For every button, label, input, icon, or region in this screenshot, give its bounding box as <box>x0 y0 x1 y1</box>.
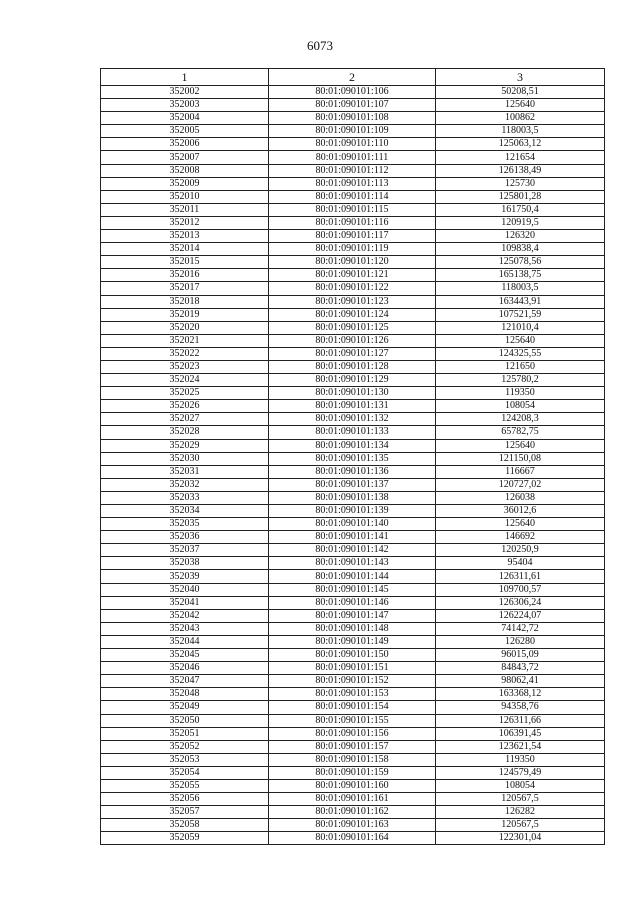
table-row <box>101 347 605 360</box>
cell-value: 108054 <box>436 400 605 413</box>
cell-cadastral-number: 80:01:090101:149 <box>269 635 436 648</box>
page-number: 6073 <box>307 38 333 53</box>
cell-value: 116667 <box>436 465 605 478</box>
cell-cadastral-number: 80:01:090101:146 <box>269 596 436 609</box>
cell-value: 163443,91 <box>436 295 605 308</box>
table-row <box>101 491 605 504</box>
table-row <box>101 269 605 282</box>
cell-cadastral-number: 80:01:090101:111 <box>269 151 436 164</box>
cell-number: 352005 <box>101 125 269 138</box>
cell-number: 352023 <box>101 360 269 373</box>
cell-cadastral-number: 80:01:090101:152 <box>269 675 436 688</box>
table-row <box>101 125 605 138</box>
cell-cadastral-number: 80:01:090101:109 <box>269 125 436 138</box>
cell-value: 126306,24 <box>436 596 605 609</box>
cell-cadastral-number: 80:01:090101:159 <box>269 766 436 779</box>
cell-value: 94358,76 <box>436 701 605 714</box>
cell-number: 352059 <box>101 832 269 845</box>
cell-number: 352027 <box>101 413 269 426</box>
cell-number: 352006 <box>101 138 269 151</box>
cell-number: 352019 <box>101 308 269 321</box>
cell-value: 109838,4 <box>436 243 605 256</box>
cell-number: 352022 <box>101 347 269 360</box>
cell-number: 352045 <box>101 649 269 662</box>
table-row <box>101 557 605 570</box>
cell-value: 126138,49 <box>436 164 605 177</box>
cell-cadastral-number: 80:01:090101:137 <box>269 478 436 491</box>
cell-number: 352047 <box>101 675 269 688</box>
cell-cadastral-number: 80:01:090101:129 <box>269 374 436 387</box>
cell-cadastral-number: 80:01:090101:135 <box>269 452 436 465</box>
cell-cadastral-number: 80:01:090101:138 <box>269 491 436 504</box>
cell-value: 125801,28 <box>436 190 605 203</box>
cell-value: 120919,5 <box>436 216 605 229</box>
table-row <box>101 675 605 688</box>
cell-cadastral-number: 80:01:090101:141 <box>269 531 436 544</box>
cell-cadastral-number: 80:01:090101:116 <box>269 216 436 229</box>
cell-value: 125063,12 <box>436 138 605 151</box>
table-row <box>101 203 605 216</box>
column-header-2: 2 <box>269 69 436 86</box>
cell-number: 352029 <box>101 439 269 452</box>
cell-number: 352034 <box>101 505 269 518</box>
cell-value: 126224,07 <box>436 609 605 622</box>
cell-cadastral-number: 80:01:090101:151 <box>269 662 436 675</box>
cell-cadastral-number: 80:01:090101:160 <box>269 779 436 792</box>
cell-cadastral-number: 80:01:090101:164 <box>269 832 436 845</box>
table-row <box>101 151 605 164</box>
cell-value: 108054 <box>436 779 605 792</box>
cell-value: 125640 <box>436 99 605 112</box>
cell-cadastral-number: 80:01:090101:114 <box>269 190 436 203</box>
cell-cadastral-number: 80:01:090101:106 <box>269 86 436 99</box>
cell-cadastral-number: 80:01:090101:125 <box>269 321 436 334</box>
cell-number: 352028 <box>101 426 269 439</box>
table-row <box>101 177 605 190</box>
cell-value: 121010,4 <box>436 321 605 334</box>
cell-number: 352046 <box>101 662 269 675</box>
table-row <box>101 413 605 426</box>
cell-cadastral-number: 80:01:090101:158 <box>269 753 436 766</box>
cell-number: 352024 <box>101 374 269 387</box>
cell-cadastral-number: 80:01:090101:148 <box>269 622 436 635</box>
cell-cadastral-number: 80:01:090101:143 <box>269 557 436 570</box>
cell-cadastral-number: 80:01:090101:113 <box>269 177 436 190</box>
cell-cadastral-number: 80:01:090101:132 <box>269 413 436 426</box>
cell-value: 124325,55 <box>436 347 605 360</box>
cell-value: 84843,72 <box>436 662 605 675</box>
cell-cadastral-number: 80:01:090101:117 <box>269 230 436 243</box>
cell-number: 352011 <box>101 203 269 216</box>
table-row <box>101 230 605 243</box>
cell-value: 125078,56 <box>436 256 605 269</box>
cell-value: 126282 <box>436 806 605 819</box>
cell-value: 125780,2 <box>436 374 605 387</box>
table-row <box>101 374 605 387</box>
cell-number: 352036 <box>101 531 269 544</box>
cell-value: 98062,41 <box>436 675 605 688</box>
cell-value: 50208,51 <box>436 86 605 99</box>
cell-cadastral-number: 80:01:090101:112 <box>269 164 436 177</box>
cell-number: 352056 <box>101 793 269 806</box>
table-row <box>101 635 605 648</box>
cell-number: 352048 <box>101 688 269 701</box>
cell-value: 146692 <box>436 531 605 544</box>
cell-value: 65782,75 <box>436 426 605 439</box>
cell-value: 126038 <box>436 491 605 504</box>
cell-value: 120567,5 <box>436 793 605 806</box>
cell-value: 109700,57 <box>436 583 605 596</box>
cell-number: 352021 <box>101 334 269 347</box>
table-row <box>101 806 605 819</box>
cell-cadastral-number: 80:01:090101:140 <box>269 518 436 531</box>
cell-cadastral-number: 80:01:090101:153 <box>269 688 436 701</box>
cell-number: 352041 <box>101 596 269 609</box>
cell-cadastral-number: 80:01:090101:155 <box>269 714 436 727</box>
cell-cadastral-number: 80:01:090101:144 <box>269 570 436 583</box>
cell-number: 352055 <box>101 779 269 792</box>
cell-cadastral-number: 80:01:090101:123 <box>269 295 436 308</box>
cell-cadastral-number: 80:01:090101:127 <box>269 347 436 360</box>
table-row <box>101 649 605 662</box>
table-row <box>101 832 605 845</box>
cell-number: 352054 <box>101 766 269 779</box>
cell-number: 352053 <box>101 753 269 766</box>
cell-number: 352035 <box>101 518 269 531</box>
column-header-3: 3 <box>436 69 605 86</box>
table-row <box>101 701 605 714</box>
cell-cadastral-number: 80:01:090101:154 <box>269 701 436 714</box>
cell-number: 352057 <box>101 806 269 819</box>
table-row <box>101 779 605 792</box>
cell-value: 119350 <box>436 753 605 766</box>
cell-value: 124208,3 <box>436 413 605 426</box>
table-row <box>101 308 605 321</box>
cell-number: 352043 <box>101 622 269 635</box>
cell-number: 352037 <box>101 544 269 557</box>
table-row <box>101 334 605 347</box>
cell-cadastral-number: 80:01:090101:156 <box>269 727 436 740</box>
cell-value: 118003,5 <box>436 125 605 138</box>
cell-value: 126280 <box>436 635 605 648</box>
cell-cadastral-number: 80:01:090101:161 <box>269 793 436 806</box>
cell-number: 352050 <box>101 714 269 727</box>
table-row <box>101 727 605 740</box>
cell-value: 163368,12 <box>436 688 605 701</box>
table-row <box>101 518 605 531</box>
table-row <box>101 400 605 413</box>
cell-number: 352031 <box>101 465 269 478</box>
column-header-1: 1 <box>101 69 269 86</box>
cell-number: 352014 <box>101 243 269 256</box>
cell-cadastral-number: 80:01:090101:136 <box>269 465 436 478</box>
table-row <box>101 439 605 452</box>
table-row <box>101 622 605 635</box>
table-row <box>101 609 605 622</box>
cell-number: 352016 <box>101 269 269 282</box>
cell-value: 119350 <box>436 387 605 400</box>
table-row <box>101 190 605 203</box>
cell-number: 352004 <box>101 112 269 125</box>
cell-number: 352018 <box>101 295 269 308</box>
table-header-row <box>101 69 605 86</box>
cell-value: 121654 <box>436 151 605 164</box>
cell-value: 124579,49 <box>436 766 605 779</box>
cell-number: 352002 <box>101 86 269 99</box>
cell-number: 352051 <box>101 727 269 740</box>
cell-cadastral-number: 80:01:090101:126 <box>269 334 436 347</box>
cell-cadastral-number: 80:01:090101:119 <box>269 243 436 256</box>
cell-cadastral-number: 80:01:090101:107 <box>269 99 436 112</box>
cell-cadastral-number: 80:01:090101:131 <box>269 400 436 413</box>
cell-value: 120727,02 <box>436 478 605 491</box>
table-row <box>101 465 605 478</box>
cell-cadastral-number: 80:01:090101:133 <box>269 426 436 439</box>
cell-value: 121650 <box>436 360 605 373</box>
cell-number: 352003 <box>101 99 269 112</box>
cell-value: 121150,08 <box>436 452 605 465</box>
table-row <box>101 256 605 269</box>
cell-cadastral-number: 80:01:090101:120 <box>269 256 436 269</box>
cell-cadastral-number: 80:01:090101:134 <box>269 439 436 452</box>
table-row <box>101 86 605 99</box>
cell-value: 107521,59 <box>436 308 605 321</box>
cell-cadastral-number: 80:01:090101:139 <box>269 505 436 518</box>
table-row <box>101 740 605 753</box>
cell-value: 125640 <box>436 518 605 531</box>
table-row <box>101 360 605 373</box>
table-row <box>101 452 605 465</box>
cell-cadastral-number: 80:01:090101:115 <box>269 203 436 216</box>
cell-cadastral-number: 80:01:090101:142 <box>269 544 436 557</box>
cell-cadastral-number: 80:01:090101:162 <box>269 806 436 819</box>
cell-value: 126320 <box>436 230 605 243</box>
cell-number: 352015 <box>101 256 269 269</box>
cell-value: 126311,61 <box>436 570 605 583</box>
cell-value: 126311,66 <box>436 714 605 727</box>
cell-cadastral-number: 80:01:090101:110 <box>269 138 436 151</box>
cell-number: 352040 <box>101 583 269 596</box>
table-row <box>101 531 605 544</box>
cell-value: 100862 <box>436 112 605 125</box>
cell-cadastral-number: 80:01:090101:147 <box>269 609 436 622</box>
cell-value: 120250,9 <box>436 544 605 557</box>
cell-number: 352010 <box>101 190 269 203</box>
table-row <box>101 321 605 334</box>
data-table <box>100 68 605 845</box>
cell-number: 352008 <box>101 164 269 177</box>
table-row <box>101 714 605 727</box>
cell-cadastral-number: 80:01:090101:150 <box>269 649 436 662</box>
cell-number: 352044 <box>101 635 269 648</box>
cell-number: 352042 <box>101 609 269 622</box>
cell-number: 352030 <box>101 452 269 465</box>
cell-value: 125730 <box>436 177 605 190</box>
table-row <box>101 216 605 229</box>
cell-cadastral-number: 80:01:090101:121 <box>269 269 436 282</box>
cell-value: 95404 <box>436 557 605 570</box>
cell-value: 36012,6 <box>436 505 605 518</box>
table-row <box>101 478 605 491</box>
table-header <box>101 69 605 86</box>
cell-cadastral-number: 80:01:090101:122 <box>269 282 436 295</box>
table-row <box>101 138 605 151</box>
cell-number: 352052 <box>101 740 269 753</box>
table-row <box>101 662 605 675</box>
cell-number: 352038 <box>101 557 269 570</box>
cell-value: 125640 <box>436 334 605 347</box>
cell-value: 165138,75 <box>436 269 605 282</box>
table-row <box>101 112 605 125</box>
table-row <box>101 544 605 557</box>
cell-cadastral-number: 80:01:090101:130 <box>269 387 436 400</box>
cell-number: 352058 <box>101 819 269 832</box>
cell-value: 96015,09 <box>436 649 605 662</box>
cell-number: 352012 <box>101 216 269 229</box>
table-row <box>101 766 605 779</box>
cell-number: 352007 <box>101 151 269 164</box>
table-row <box>101 295 605 308</box>
table-row <box>101 596 605 609</box>
cell-value: 118003,5 <box>436 282 605 295</box>
table-row <box>101 282 605 295</box>
cell-cadastral-number: 80:01:090101:108 <box>269 112 436 125</box>
cell-value: 74142,72 <box>436 622 605 635</box>
table-row <box>101 426 605 439</box>
table-row <box>101 583 605 596</box>
cell-number: 352033 <box>101 491 269 504</box>
cell-number: 352025 <box>101 387 269 400</box>
cell-number: 352032 <box>101 478 269 491</box>
cell-value: 120567,5 <box>436 819 605 832</box>
table-row <box>101 505 605 518</box>
cell-cadastral-number: 80:01:090101:157 <box>269 740 436 753</box>
table-row <box>101 387 605 400</box>
table-row <box>101 243 605 256</box>
cell-value: 106391,45 <box>436 727 605 740</box>
table-row <box>101 688 605 701</box>
table-row <box>101 164 605 177</box>
cell-number: 352026 <box>101 400 269 413</box>
cell-number: 352013 <box>101 230 269 243</box>
table-row <box>101 819 605 832</box>
table-row <box>101 570 605 583</box>
table-row <box>101 753 605 766</box>
cell-value: 161750,4 <box>436 203 605 216</box>
cell-cadastral-number: 80:01:090101:128 <box>269 360 436 373</box>
cell-number: 352039 <box>101 570 269 583</box>
cell-cadastral-number: 80:01:090101:145 <box>269 583 436 596</box>
cell-value: 123621,54 <box>436 740 605 753</box>
cell-number: 352020 <box>101 321 269 334</box>
cell-value: 125640 <box>436 439 605 452</box>
cell-value: 122301,04 <box>436 832 605 845</box>
cell-cadastral-number: 80:01:090101:124 <box>269 308 436 321</box>
cell-cadastral-number: 80:01:090101:163 <box>269 819 436 832</box>
table-row <box>101 793 605 806</box>
cell-number: 352009 <box>101 177 269 190</box>
cell-number: 352049 <box>101 701 269 714</box>
table-body <box>101 86 605 845</box>
table-row <box>101 99 605 112</box>
cell-number: 352017 <box>101 282 269 295</box>
